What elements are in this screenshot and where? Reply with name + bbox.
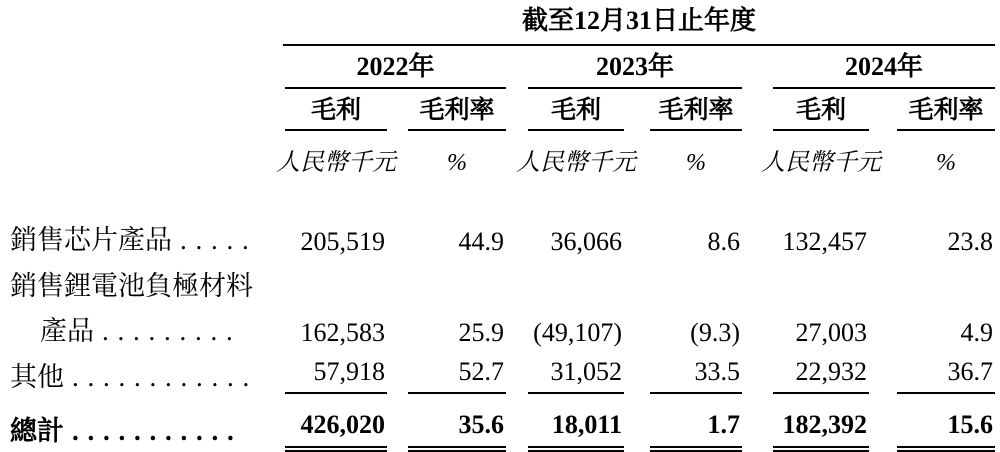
year-group-2022 — [283, 45, 506, 89]
total-row — [0, 394, 995, 448]
dot-leader: . . . . . . . . . . . . — [72, 362, 251, 392]
row-label: 產品 . . . . . . . . . — [40, 316, 234, 346]
percent-unit: % — [936, 150, 956, 176]
total-value-cell: 1.7 — [650, 410, 742, 448]
title-spacer — [0, 0, 283, 45]
gross-profit-header: 毛利 — [528, 90, 624, 131]
dot-leader: . . . . . . . . . — [102, 316, 234, 346]
percent-unit: % — [686, 150, 706, 176]
col-header-cell — [506, 89, 624, 131]
year-label-2023: 2023年 — [528, 46, 742, 89]
value-cell: 205,519 — [300, 227, 385, 256]
value-cell: 27,003 — [795, 318, 867, 347]
gross-margin-header: 毛利率 — [408, 90, 506, 131]
year-group-2023 — [506, 45, 742, 89]
value-cell: 162,583 — [300, 318, 385, 347]
table-title-row — [0, 0, 995, 45]
row-label: 銷售芯片產品 . . . . . — [10, 225, 250, 255]
unit-header-cell — [624, 131, 742, 177]
year-label-2024: 2024年 — [773, 46, 995, 89]
unit-header-cell — [387, 131, 506, 177]
table-title: 截至12月31日止年度 — [283, 0, 995, 45]
col-header-cell — [742, 89, 869, 131]
table-row — [0, 348, 995, 394]
col-header-cell — [624, 89, 742, 131]
dot-leader: . . . . . . . . . . . — [72, 416, 235, 446]
value-cell: 36.7 — [897, 357, 995, 394]
value-cell: 23.8 — [947, 227, 994, 256]
dot-leader: . . . . . — [180, 225, 250, 255]
value-cell: 25.9 — [458, 318, 504, 347]
table-row — [0, 207, 995, 257]
gross-margin-header: 毛利率 — [650, 90, 742, 131]
col-header-cell — [387, 89, 506, 131]
gross-profit-header: 毛利 — [773, 90, 869, 131]
value-cell: 36,066 — [550, 227, 622, 256]
value-cell: 31,052 — [528, 357, 624, 394]
value-cell: 33.5 — [650, 357, 742, 394]
total-value-cell: 426,020 — [285, 410, 387, 448]
unit-spacer — [0, 131, 283, 177]
unit-header-cell — [742, 131, 881, 177]
row-label: 總計 . . . . . . . . . . . — [10, 416, 235, 446]
value-cell: 57,918 — [285, 357, 387, 394]
table-row — [0, 257, 995, 303]
unit-header-row — [0, 131, 995, 177]
value-cell: 44.9 — [458, 227, 504, 256]
unit-header-cell — [506, 131, 636, 177]
value-cell: 8.6 — [707, 227, 740, 256]
rmb-thousand-unit: 人民幣千元 — [276, 150, 396, 176]
measure-header-row — [0, 89, 995, 131]
value-cell: (9.3) — [690, 318, 740, 347]
value-cell: (49,107) — [533, 318, 622, 347]
col-header-cell — [283, 89, 387, 131]
year-group-2024 — [742, 45, 995, 89]
total-value-cell: 18,011 — [528, 410, 624, 448]
gross-margin-header: 毛利率 — [897, 90, 995, 131]
total-value-cell: 182,392 — [773, 410, 869, 448]
rmb-thousand-unit: 人民幣千元 — [761, 150, 881, 176]
total-value-cell: 35.6 — [408, 410, 506, 448]
year-spacer — [0, 45, 283, 89]
row-label: 銷售鋰電池負極材料 — [10, 271, 253, 301]
year-label-2022: 2022年 — [285, 46, 506, 89]
unit-header-cell — [869, 131, 995, 177]
row-label: 其他 . . . . . . . . . . . . — [10, 362, 251, 392]
value-cell: 22,932 — [773, 357, 869, 394]
table-row — [0, 303, 995, 348]
gross-profit-header: 毛利 — [285, 90, 387, 131]
col-header-cell — [869, 89, 995, 131]
percent-unit: % — [447, 150, 467, 176]
measure-spacer — [0, 89, 283, 131]
year-header-row — [0, 45, 995, 89]
value-cell: 132,457 — [782, 227, 867, 256]
spacer-row — [0, 177, 995, 207]
unit-header-cell — [276, 131, 396, 177]
total-value-cell: 15.6 — [897, 410, 995, 448]
rmb-thousand-unit: 人民幣千元 — [516, 150, 636, 176]
value-cell: 4.9 — [960, 318, 994, 347]
value-cell: 52.7 — [408, 357, 506, 394]
